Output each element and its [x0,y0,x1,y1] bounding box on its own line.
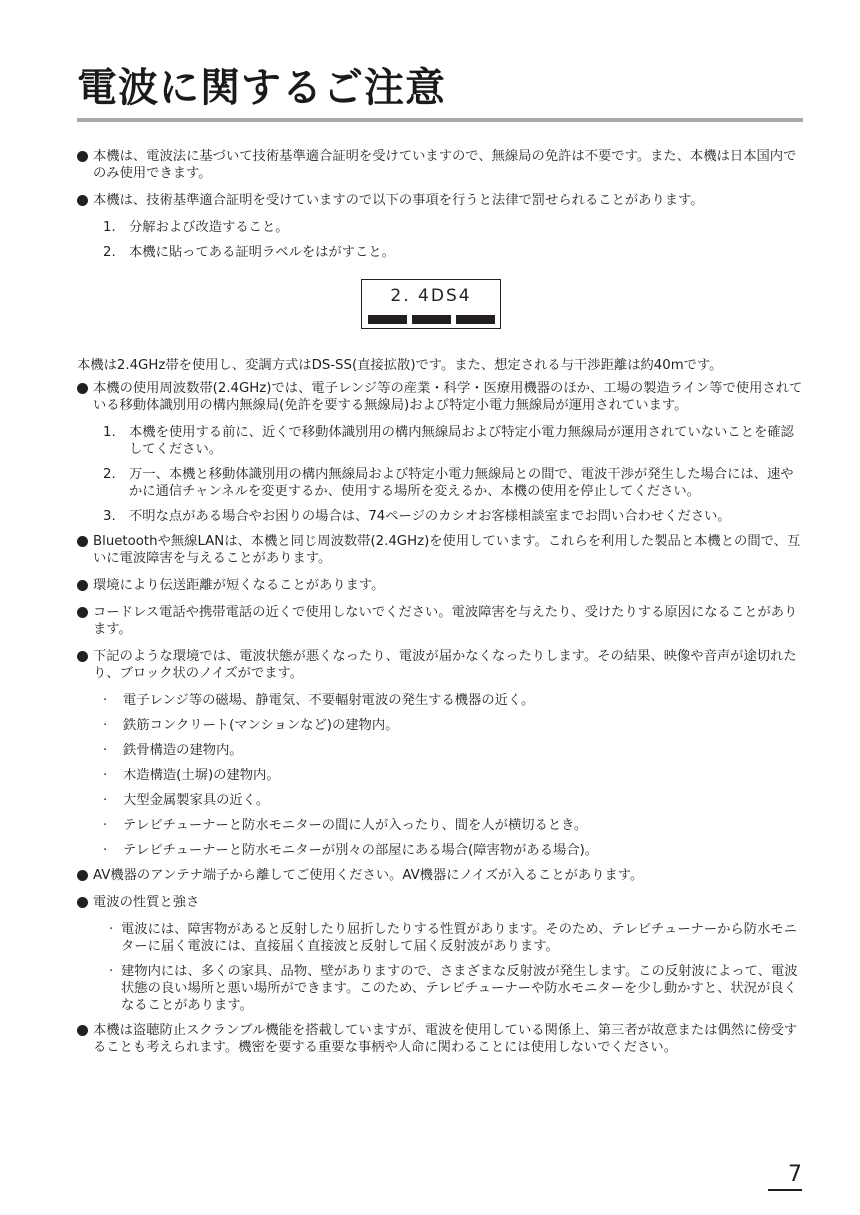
usage-step-text: 万一、本機と移動体識別用の構内無線局および特定小電力無線局との間で、電波干渉が発生した場合には、速やかに通信チャンネルを変更するか、使用する場所を変えるか、本機の使用を停止してください。 [129,467,794,499]
environment-item: · 木造構造(土塀)の建物内。 [77,767,803,784]
title-divider [77,118,803,122]
usage-step-number: 2. [103,467,116,482]
prohibited-item-number: 1. [103,220,116,235]
certification-label-bars [368,315,494,324]
bullet-frequency-band: 本機の使用周波数帯(2.4GHz)では、電子レンジ等の産業・科学・医療用機器のほか、工場の製造ライン等で使用されている移動体識別用の構内無線局(免許を要する無線局)および特定小電力無線局が運用されています。 [77,380,803,414]
usage-step [77,508,803,525]
label-bar [412,315,451,324]
bullet-bad-environments: 下記のような環境では、電波状態が悪くなったり、電波が届かなくなったりします。その結果、映像や音声が途切れたり、ブロック状のノイズがでます。 [77,648,803,682]
usage-step-number: 1. [103,425,116,440]
bullet-radio-properties: 電波の性質と強さ [77,894,803,911]
usage-step-text: 本機を使用する前に、近くで移動体識別用の構内無線局および特定小電力無線局が運用されていないことを確認してください。 [129,425,794,457]
environment-item: · 大型金属製家具の近く。 [77,792,803,809]
prohibited-item [77,219,803,236]
prohibited-item [77,244,803,261]
property-item: · 電波には、障害物があると反射したり屈折したりする性質があります。そのため、テレビチューナーから防水モニターに届く電波には、直接届く直接波と反射して届く反射波があります。 [77,921,803,955]
prohibited-item-number: 2. [103,245,116,260]
environment-item: · 鉄筋コンクリート(マンションなど)の建物内。 [77,717,803,734]
usage-step [77,424,803,458]
certification-label-figure [77,279,803,357]
bullet-phones: コードレス電話や携帯電話の近くで使用しないでください。電波障害を与えたり、受けたりする原因になることがあります。 [77,604,803,638]
bullet-license-exempt: 本機は、電波法に基づいて技術基準適合証明を受けていますので、無線局の免許は不要です。また、本機は日本国内でのみ使用できます。 [77,148,803,182]
bullet-legal-warning: 本機は、技術基準適合証明を受けていますので以下の事項を行うと法律で罰せられることがあります。 [77,192,803,209]
bullet-av-equipment: AV機器のアンテナ端子から離してご使用ください。AV機器にノイズが入ることがあります。 [77,867,803,884]
prohibited-item-text: 本機に貼ってある証明ラベルをはがすこと。 [129,245,395,260]
environment-item: · 鉄骨構造の建物内。 [77,742,803,759]
prohibited-item-text: 分解および改造すること。 [129,220,289,235]
usage-step-number: 3. [103,509,116,524]
page-title: 電波に関するご注意 [77,65,446,111]
page-number: 7 [768,1162,802,1191]
environment-item: · テレビチューナーと防水モニターが別々の部屋にある場合(障害物がある場合)。 [77,842,803,859]
environment-item: · テレビチューナーと防水モニターの間に人が入ったり、間を人が横切るとき。 [77,817,803,834]
label-bar [368,315,407,324]
property-item: · 建物内には、多くの家具、品物、壁がありますので、さまざまな反射波が発生します。この反射波によって、電波状態の良い場所と悪い場所ができます。このため、テレビチューナーや防水モニターを少し動かすと、状況が良くなることがあります。 [77,963,803,1014]
certification-label [361,279,501,329]
certification-label-text: 2. 4DS4 [390,286,472,306]
label-bar [456,315,495,324]
bullet-range: 環境により伝送距離が短くなることがあります。 [77,577,803,594]
usage-step [77,466,803,500]
usage-step-text: 不明な点がある場合やお困りの場合は、74ページのカシオお客様相談室までお問い合わせください。 [129,509,731,524]
bullet-bluetooth-wlan: Bluetoothや無線LANは、本機と同じ周波数帯(2.4GHz)を使用しています。これらを利用した製品と本機との間で、互いに電波障害を与えることがあります。 [77,533,803,567]
frequency-note: 本機は2.4GHz帯を使用し、変調方式はDS-SS(直接拡散)です。また、想定される与干渉距離は約40mです。 [77,358,723,373]
environment-item: · 電子レンジ等の磁場、静電気、不要輻射電波の発生する機器の近く。 [77,692,803,709]
page-content [77,148,803,1066]
bullet-scramble: 本機は盗聴防止スクランブル機能を搭載していますが、電波を使用している関係上、第三者が故意または偶然に傍受することも考えられます。機密を要する重要な事柄や人命に関わることには使用しないでください。 [77,1022,803,1056]
